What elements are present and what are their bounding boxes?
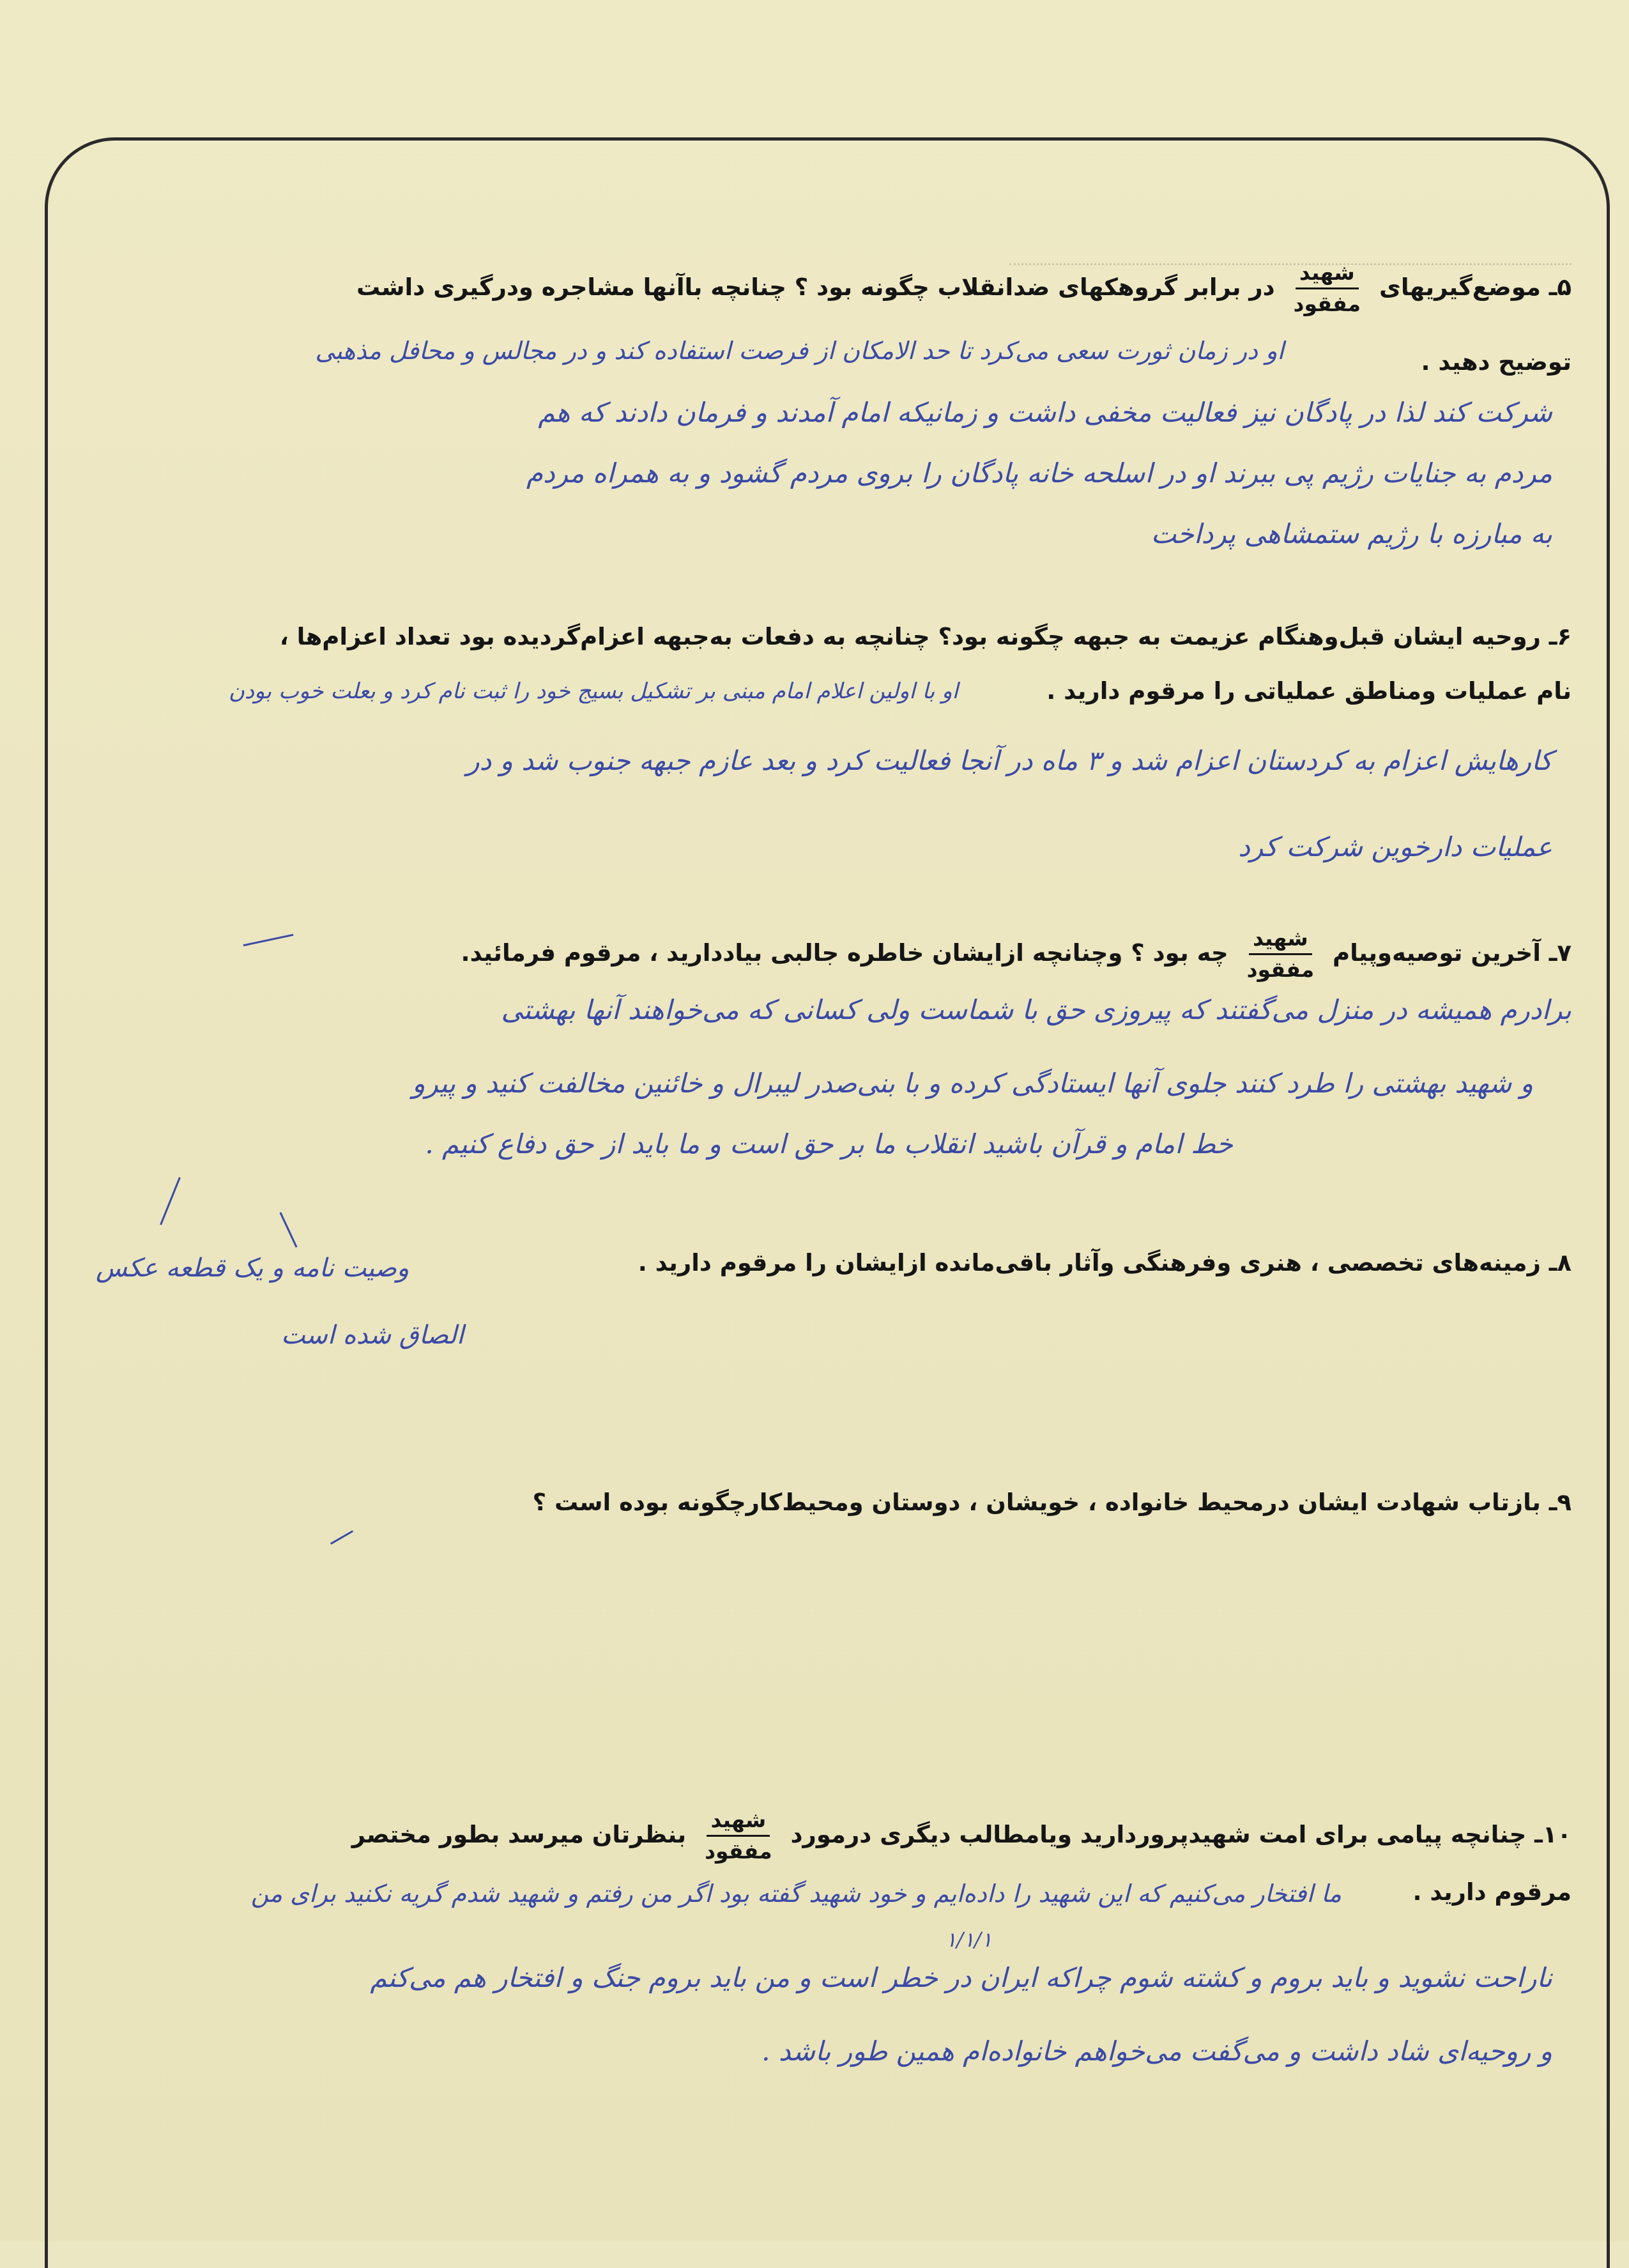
answer-8-line-2: الصاق شده است [281,1321,464,1350]
question-7-text: چه بود ؟ وچنانچه ازایشان خاطره جالبی بیاددارید ، مرقوم فرمائید. [461,939,1228,967]
question-10-text: بنظرتان میرسد بطور مختصر [351,1820,687,1848]
answer-5-line-3: مردم به جنایات رژیم پی ببرند او در اسلحه خانه پادگان را بروی مردم گشود و به همراه مردم [526,457,1552,489]
answer-6-line-1: او با اولین اعلام امام مبنی بر تشکیل بسیج خود را ثبت نام کرد و بعلت خوب بودن [228,678,958,704]
answer-10-line-2: ناراحت نشوید و باید بروم و کشته شوم چراکه ایران در خطر است و من باید بروم جنگ و افتخار هم می‌کنم [370,1962,1552,1993]
answer-6-line-2: کارهایش اعزام به کردستان اعزام شد و ۳ ماه در آنجا فعالیت کرد و بعد عازم جبهه جنوب شد و در [466,745,1552,776]
answer-10-line-1: ما افتخار می‌کنیم که این شهید را داده‌ایم و خود شهید گفته بود اگر من رفتم و شهید شدم گریه نکنید برای من [250,1880,1342,1908]
question-5-prefix: ۵ـ موضع‌گیریهای [1379,273,1572,301]
question-10-prefix: ۱۰ـ چنانچه پیامی برای امت شهیدپروردارید ویامطالب دیگری درمورد [790,1820,1572,1848]
question-7 [461,926,1572,982]
answer-5-line-4: به مبارزه با رژیم ستمشاهی پرداخت [1151,518,1552,549]
question-5-line2: توضیح دهید . [1421,348,1572,376]
answer-7-line-2: و شهید بهشتی را طرد کنند جلوی آنها ایستادگی کرده و با بنی‌صدر لیبرال و خائنین مخالفت کنید و پیرو [412,1068,1533,1099]
martyr-missing-fraction: $\frac{\text{شهید}}{\text{مفقود}}$ [1246,926,1315,982]
martyr-missing-fraction: $\frac{\text{شهید}}{\text{مفقود}}$ [705,1807,772,1864]
answer-8-line-1: وصیت نامه و یک قطعه عکس [96,1253,409,1283]
question-10-line2: مرقوم دارید . [1412,1878,1572,1906]
question-5-text: در برابر گروهکهای ضدانقلاب چگونه بود ؟ چنانچه باآنها مشاجره ودرگیری داشت [356,273,1275,301]
answer-5-line-1: او در زمان ثورت سعی می‌کرد تا حد الامکان از فرصت استفاده کند و در مجالس و محافل مذهبی [315,337,1284,365]
question-8: ۸ـ زمینه‌های تخصصی ، هنری وفرهنگی وآثار باقی‌مانده ازایشان را مرقوم دارید . [638,1249,1572,1276]
answer-10-line-3: و روحیه‌ای شاد داشت و می‌گفت می‌خواهم خانواده‌ام همین طور باشد . [761,2035,1552,2067]
answer-7-line-3: خط امام و قرآن باشید انقلاب ما بر حق است و ما باید از حق دفاع کنیم . [425,1128,1233,1160]
answer-10-note: ۱/۱/۱ [945,1927,993,1952]
answer-5-line-2: شرکت کند لذا در پادگان نیز فعالیت مخفی داشت و زمانیکه امام آمدند و فرمان دادند که هم [538,397,1552,428]
question-10 [352,1808,1572,1864]
question-6-line2: نام عملیات ومناطق عملیاتی را مرقوم دارید . [1046,677,1572,705]
question-5 [356,261,1572,316]
question-7-prefix: ۷ـ آخرین توصیه‌وپیام [1333,939,1572,967]
answer-6-line-3: عملیات دارخوین شرکت کرد [1238,831,1552,862]
answer-7-line-1: برادرم همیشه در منزل می‌گفتند که پیروزی حق با شماست ولی کسانی که می‌خواهند آنها بهشتی [501,994,1572,1025]
question-6-line1: ۶ـ روحیه ایشان قبل‌وهنگام عزیمت به جبهه چگونه بود؟ چنانچه به دفعات به‌جبهه اعزام‌گردیده بود تعداد اعزام‌ها ، [279,623,1572,650]
question-9: ۹ـ بازتاب شهادت ایشان درمحیط خانواده ، خویشان ، دوستان ومحیط‌کارچگونه بوده است ؟ [532,1489,1572,1516]
martyr-missing-fraction: $\frac{\text{شهید}}{\text{مفقود}}$ [1293,260,1361,316]
